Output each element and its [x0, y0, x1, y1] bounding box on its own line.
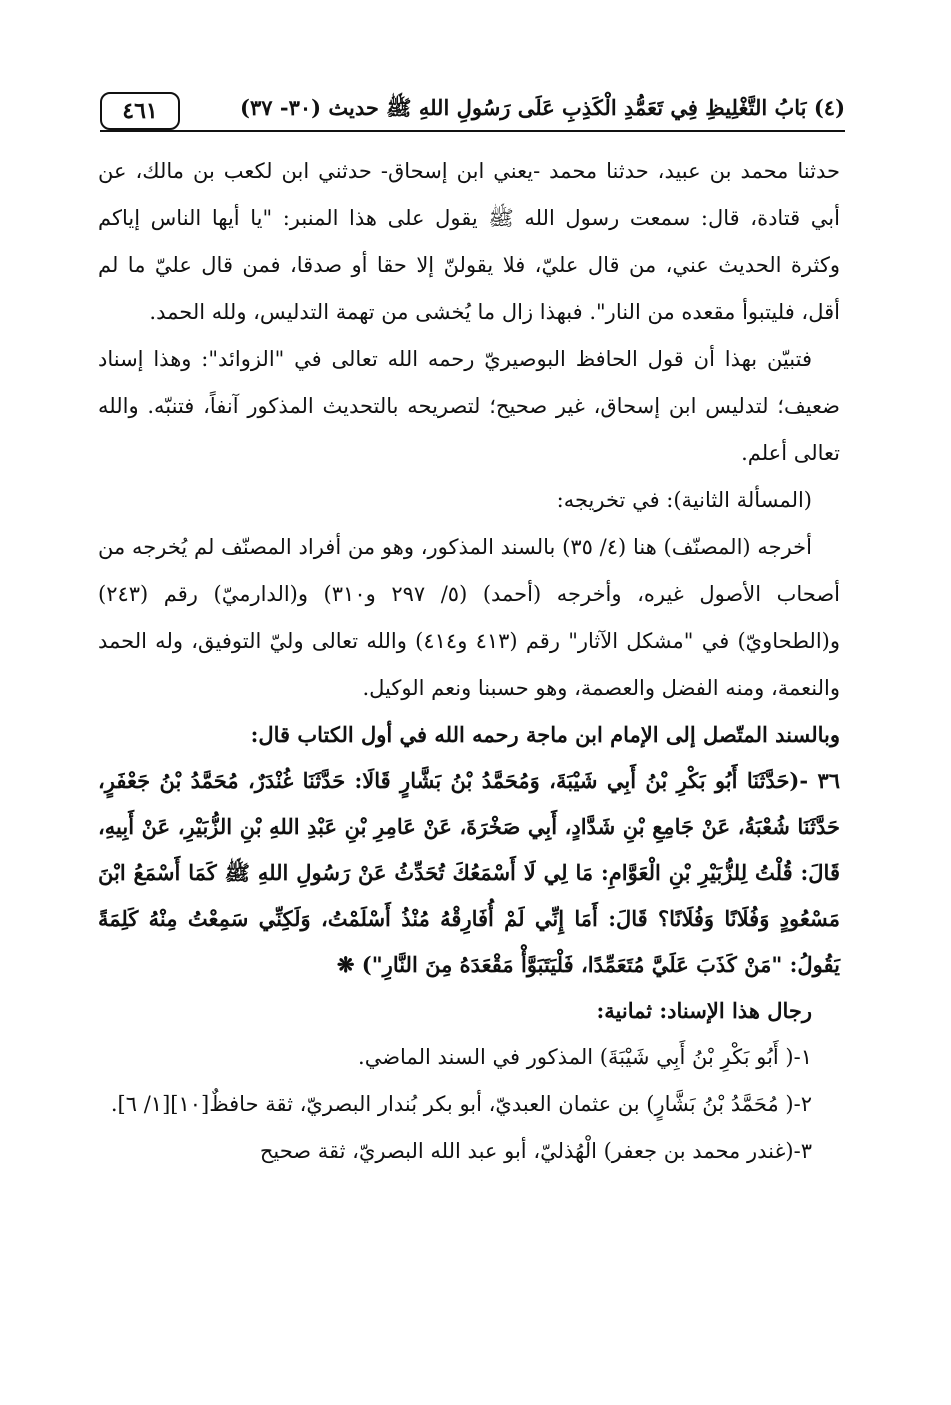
page-number: ٤٦١: [100, 92, 180, 130]
narrator-item-1: ١-( أَبُو بَكْرِ بْنُ أَبِي شَيْبَةَ) المذكور في السند الماضي.: [358, 1045, 812, 1069]
running-title: (٤) بَابُ التَّغْلِيظِ فِي تَعَمُّدِ الْكَذِبِ عَلَى رَسُولِ اللهِ ﷺ حديث (٣٠- ٣٧): [240, 95, 845, 120]
paragraph-busiri-note: فتبيّن بهذا أن قول الحافظ البوصيريّ رحمه الله تعالى في "الزوائد": وهذا إسناد ضعيف؛ لتدليس ابن إسحاق، غير صحيح؛ لتصريحه بالتحديث المذكور آنفاً، فتنبّه. والله تعالى أعلم.: [98, 347, 840, 465]
chain-heading: وبالسند المتّصل إلى الإمام ابن ماجة رحمه الله في أول الكتاب قال:: [250, 722, 840, 747]
narrators-heading: رجال هذا الإسناد: ثمانية:: [596, 998, 812, 1023]
narrator-item-2: ٢-( مُحَمَّدُ بْنُ بَشَّارٍ) بن عثمان العبديّ، أبو بكر بُندار البصريّ، ثقة حافظٌ[١٠][١/ ٦].: [110, 1092, 812, 1116]
page-header: [100, 88, 845, 132]
page-body: [98, 148, 840, 1175]
hadith-36-text: ٣٦ -(حَدَّثَنَا أَبُو بَكْرِ بْنُ أَبِي شَيْبَةَ، وَمُحَمَّدُ بْنُ بَشَّارٍ قَالَا: حَدَّثَنَا غُنْدَرٌ، مُحَمَّدُ بْنُ جَعْفَرٍ، حَدَّثَنَا شُعْبَةُ، عَنْ جَامِعِ بْنِ شَدَّادٍ، أَبِي صَخْرَةَ، عَنْ عَامِرِ بْنِ عَبْدِ اللهِ بْنِ الزُّبَيْرِ، عَنْ أَبِيهِ، قَالَ: قُلْتُ لِلزُّبَيْرِ بْنِ الْعَوَّامِ: مَا لِي لَا أَسْمَعُكَ تُحَدِّثُ عَنْ رَسُولِ اللهِ ﷺ كَمَا أَسْمَعُ ابْنَ مَسْعُودٍ وَفُلَانًا وَفُلَانًا؟ قَالَ: أَمَا إِنِّي لَمْ أُفَارِقْهُ مُنْذُ أَسْلَمْتُ، وَلَكِنِّي سَمِعْتُ مِنْهُ كَلِمَةً يَقُولُ: "مَنْ كَذَبَ عَلَيَّ مُتَعَمِّدًا، فَلْيَتَبَوَّأْ مَقْعَدَهُ مِنَ النَّارِ") ❋: [98, 768, 840, 977]
narrator-item-3: ٣-(غندر محمد بن جعفر) الْهُذليّ، أبو عبد الله البصريّ، ثقة صحيح: [259, 1139, 812, 1163]
paragraph-isnad-continuation: حدثنا محمد بن عبيد، حدثنا محمد -يعني ابن إسحاق- حدثني ابن لكعب بن مالك، عن أبي قتادة، قال: سمعت رسول الله ﷺ يقول على هذا المنبر: "يا أيها الناس إياكم وكثرة الحديث عني، من قال عليّ، فلا يقولنّ إلا حقا أو صدقا، فمن قال عليّ ما لم أقل، فليتبوأ مقعده من النار". فبهذا زال ما يُخشى من تهمة التدليس، ولله الحمد.: [98, 159, 840, 324]
section-second-issue: (المسألة الثانية): في تخريجه:: [556, 488, 812, 512]
paragraph-takhrij: أخرجه (المصنّف) هنا (٤/ ٣٥) بالسند المذكور، وهو من أفراد المصنّف لم يُخرجه من أصحاب الأصول غيره، وأخرجه (أحمد) (٥/ ٢٩٧ و٣١٠) و(الدارميّ) رقم (٢٤٣) و(الطحاويّ) في "مشكل الآثار" رقم (٤١٣ و٤١٤) والله تعالى وليّ التوفيق، وله الحمد والنعمة، ومنه الفضل والعصمة، وهو حسبنا ونعم الوكيل.: [98, 535, 841, 700]
